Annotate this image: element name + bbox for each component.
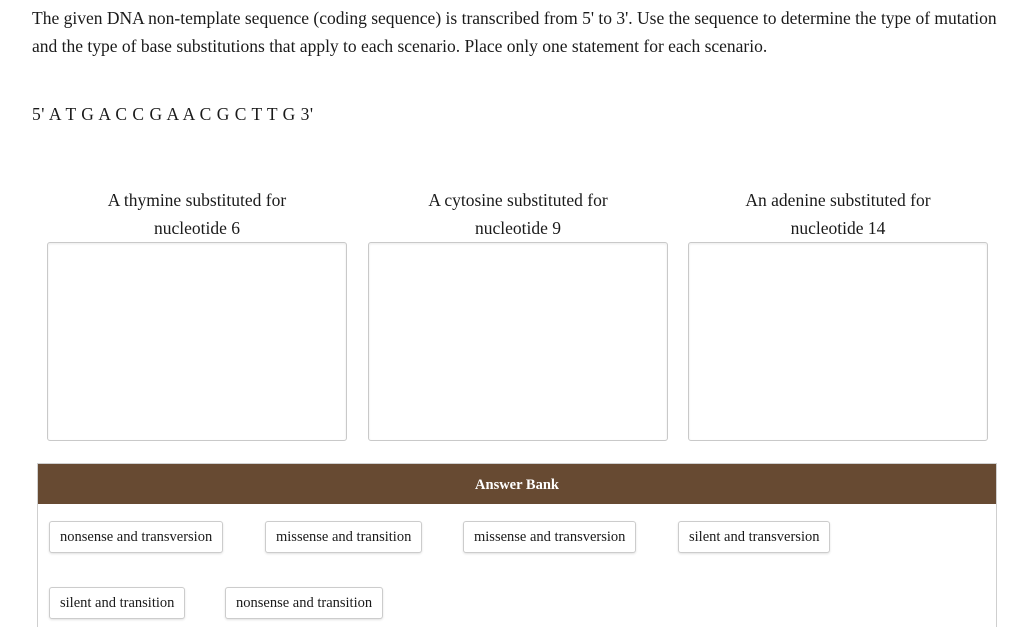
scenario-label-1-line1: A thymine substituted for	[107, 190, 287, 210]
scenario-label-2	[368, 186, 668, 242]
answer-bank	[37, 463, 997, 627]
answer-chip-nonsense-transition[interactable]: nonsense and transition	[225, 587, 383, 619]
question-text: The given DNA non-template sequence (coding sequence) is transcribed from 5' to 3'. Use the sequence to determine the type of mutation and the type of base substitutions that apply to each scenario. Place only one statement for each scenario.	[32, 8, 997, 56]
drop-zone-scenario-3[interactable]	[688, 242, 988, 441]
answer-chip-silent-transition[interactable]: silent and transition	[49, 587, 185, 619]
answer-chip-silent-transversion[interactable]: silent and transversion	[678, 521, 830, 553]
scenario-label-1-line2: nucleotide 6	[153, 218, 240, 238]
answer-chip-missense-transversion[interactable]: missense and transversion	[463, 521, 636, 553]
answer-chip-missense-transition[interactable]: missense and transition	[265, 521, 422, 553]
answer-chip-nonsense-transversion[interactable]: nonsense and transversion	[49, 521, 223, 553]
drop-zone-scenario-2[interactable]	[368, 242, 668, 441]
drop-zone-scenario-1[interactable]	[47, 242, 347, 441]
scenario-label-2-line2: nucleotide 9	[474, 218, 561, 238]
answer-bank-header: Answer Bank	[38, 464, 996, 504]
scenario-label-3-line2: nucleotide 14	[790, 218, 886, 238]
dna-sequence: 5' A T G A C C G A A C G C T T G 3'	[32, 104, 314, 124]
scenario-label-3	[688, 186, 988, 242]
scenario-label-1	[47, 186, 347, 242]
scenario-label-2-line1: A cytosine substituted for	[428, 190, 608, 210]
scenario-label-3-line1: An adenine substituted for	[745, 190, 931, 210]
